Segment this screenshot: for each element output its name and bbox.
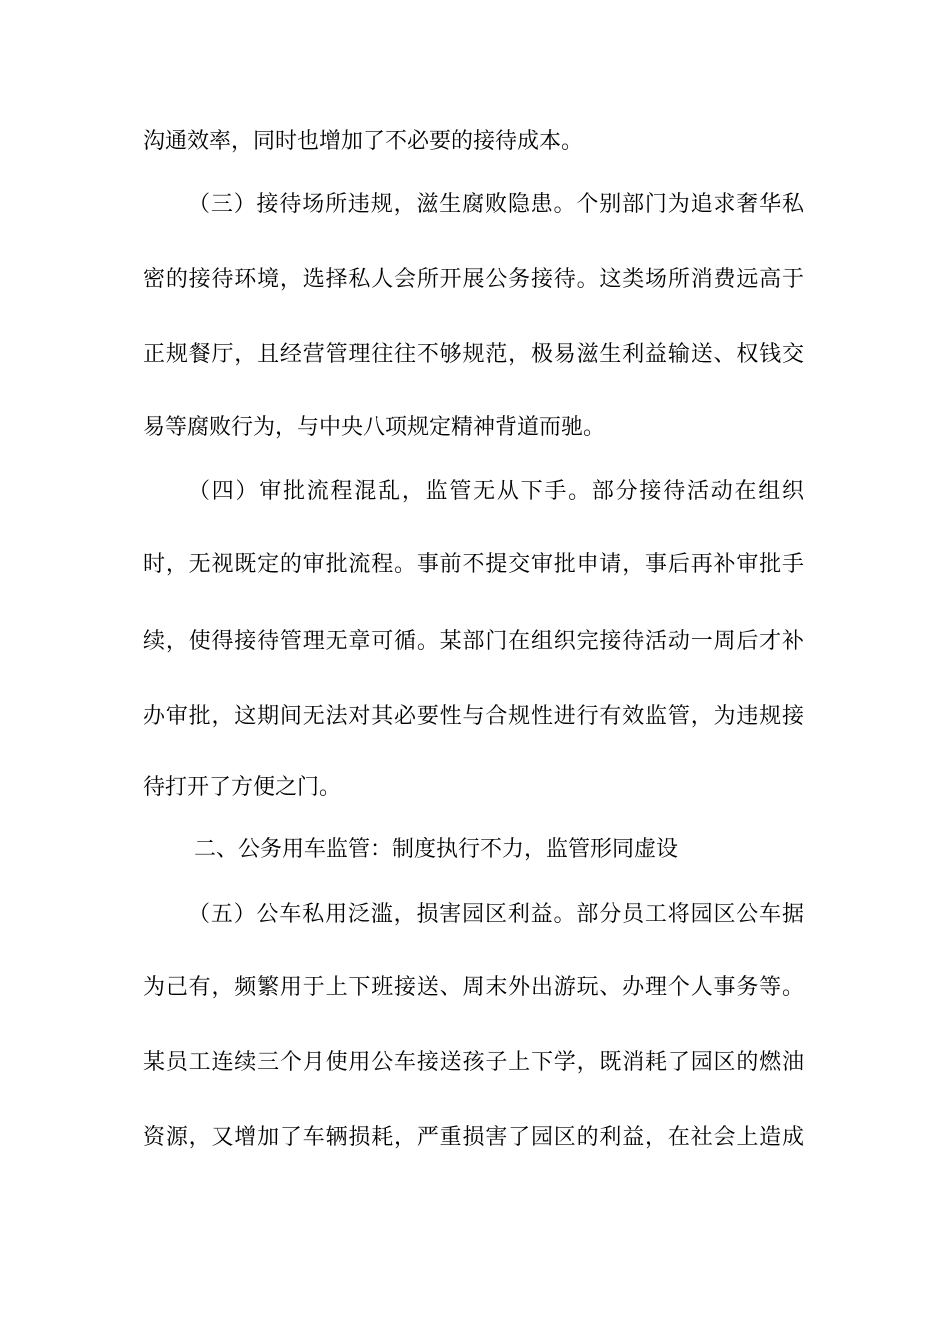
paragraph-line: 续，使得接待管理无章可循。某部门在组织完接待活动一周后才补 — [143, 629, 804, 654]
paragraph-line: （四）审批流程混乱，监管无从下手。部分接待活动在组织 — [188, 479, 804, 504]
paragraph-line: 正规餐厅，且经营管理往往不够规范，极易滋生利益输送、权钱交 — [143, 342, 804, 367]
paragraph-line: 易等腐败行为，与中央八项规定精神背道而驰。 — [143, 415, 606, 440]
section-heading: 二、公务用车监管：制度执行不力，监管形同虚设 — [194, 837, 679, 862]
paragraph-line: （三）接待场所违规，滋生腐败隐患。个别部门为追求奢华私 — [188, 192, 804, 217]
paragraph-line: 沟通效率，同时也增加了不必要的接待成本。 — [143, 129, 584, 154]
paragraph-line: 资源，又增加了车辆损耗，严重损害了园区的利益，在社会上造成 — [143, 1125, 804, 1150]
paragraph-line: 密的接待环境，选择私人会所开展公务接待。这类场所消费远高于 — [143, 267, 804, 292]
paragraph-line: （五）公车私用泛滥，损害园区利益。部分员工将园区公车据 — [188, 902, 804, 927]
paragraph-line: 办审批，这期间无法对其必要性与合规性进行有效监管，为违规接 — [143, 704, 804, 729]
paragraph-line: 为己有，频繁用于上下班接送、周末外出游玩、办理个人事务等。 — [143, 975, 804, 1000]
paragraph-line: 时，无视既定的审批流程。事前不提交审批申请，事后再补审批手 — [143, 552, 804, 577]
paragraph-line: 待打开了方便之门。 — [143, 775, 342, 800]
paragraph-line: 某员工连续三个月使用公车接送孩子上下学，既消耗了园区的燃油 — [143, 1050, 804, 1075]
